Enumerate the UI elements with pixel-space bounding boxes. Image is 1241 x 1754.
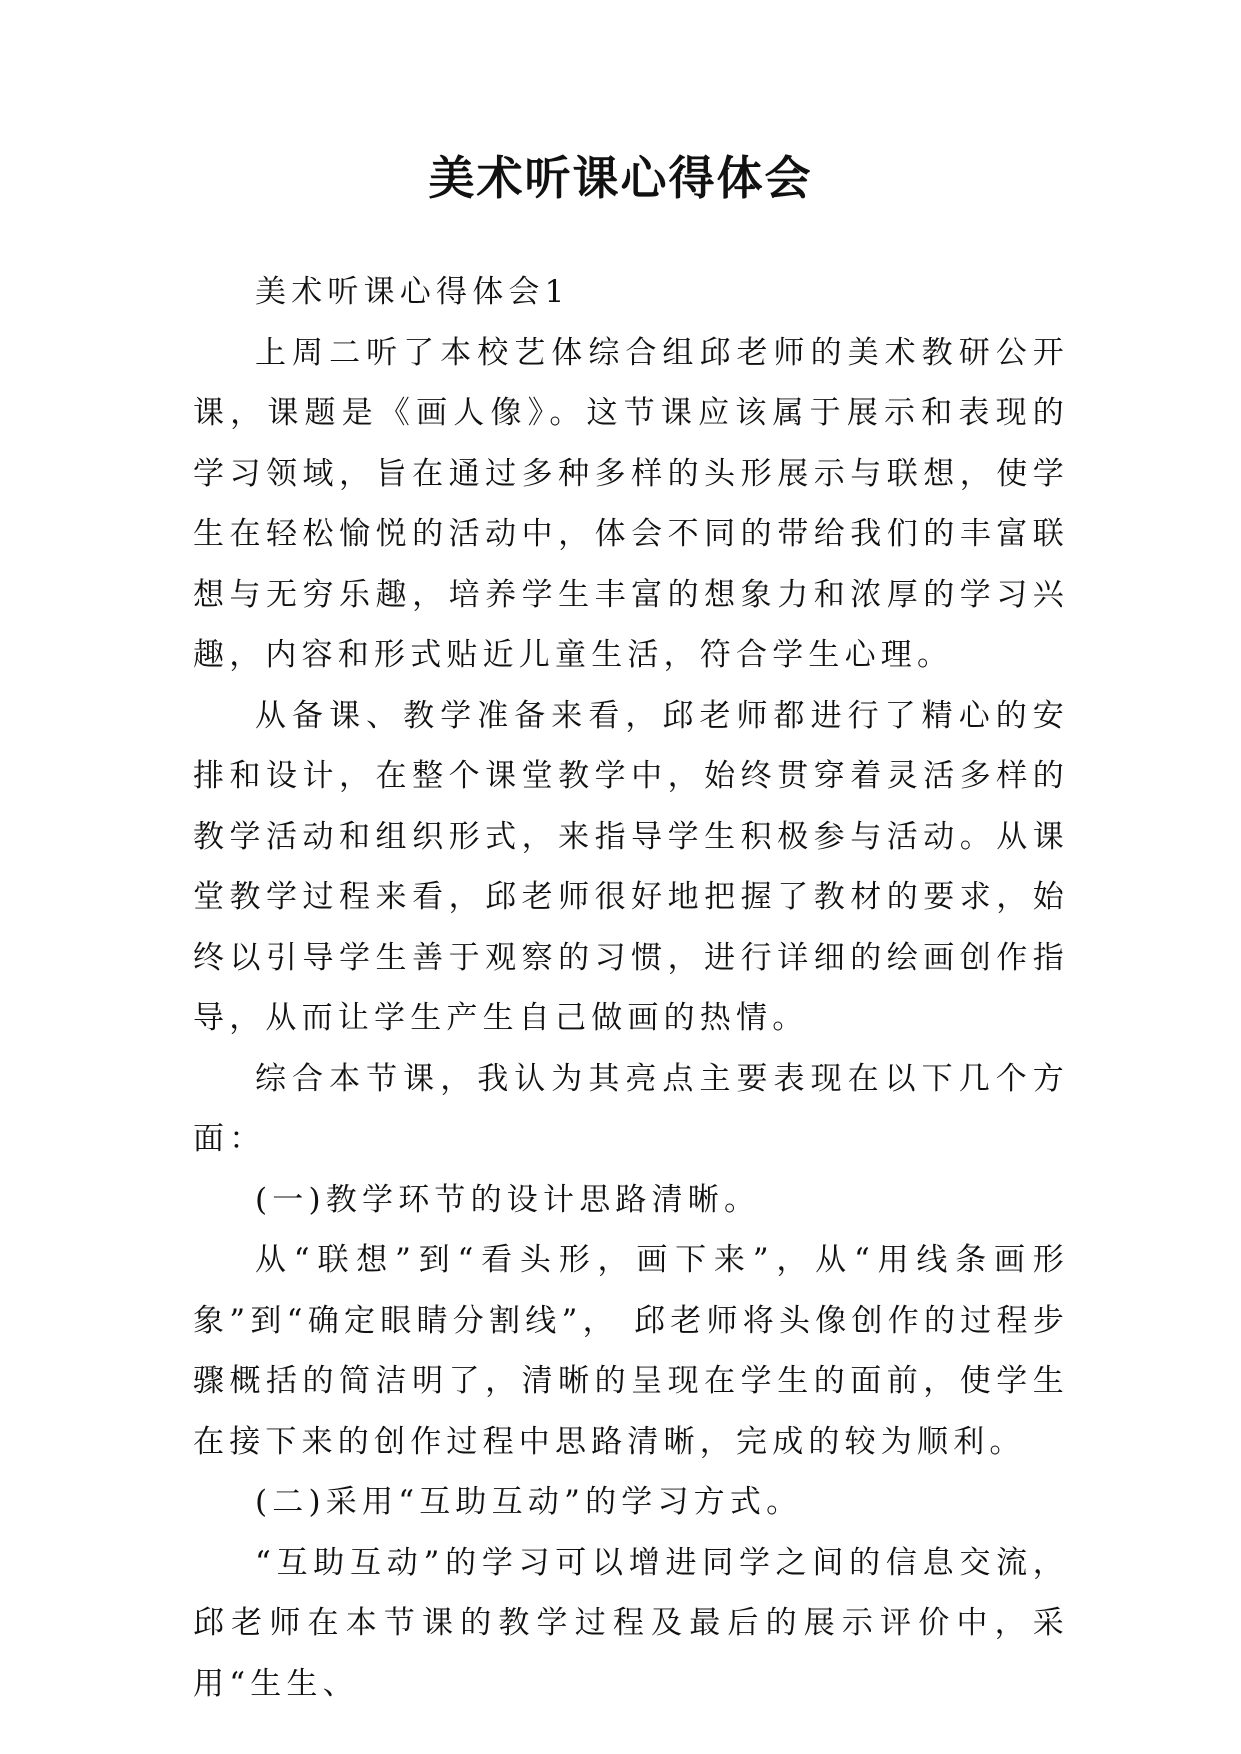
paragraph-heading-1: 美术听课心得体会1: [255, 274, 570, 310]
paragraph-intro: 上周二听了本校艺体综合组邱老师的美术教研公开课，课题是《画人像》。这节课应该属于展示和表现的学习领域，旨在通过多种多样的头形展示与联想，使学生在轻松愉悦的活动中，体会不同的带给我们的丰富联想与无穷乐趣，培养学生丰富的想象力和浓厚的学习兴趣，内容和形式贴近儿童生活，符合学生心理。: [193, 334, 1069, 673]
paragraph-preparation: 从备课、教学准备来看，邱老师都进行了精心的安排和设计，在整个课堂教学中，始终贯穿着灵活多样的教学活动和组织形式，来指导学生积极参与活动。从课堂教学过程来看，邱老师很好地把握了教材的要求，始终以引导学生善于观察的习惯，进行详细的绘画创作指导，从而让学生产生自己做画的热情。: [193, 697, 1069, 1036]
document-title: 美术听课心得体会: [428, 151, 813, 205]
paragraph-point-1-heading: (一)教学环节的设计思路清晰。: [255, 1181, 761, 1218]
document-body: [193, 262, 1069, 1714]
paragraph-summary: 综合本节课，我认为其亮点主要表现在以下几个方面：: [193, 1060, 1069, 1157]
paragraph-point-1-body: 从“联想”到“看头形，画下来”，从“用线条画形象”到“确定眼睛分割线”， 邱老师将头像创作的过程步骤概括的简洁明了，清晰的呈现在学生的面前，使学生在接下来的创作过程中思路清晰，完成的较为顺利。: [193, 1242, 1069, 1460]
paragraph-point-2-body: “互助互动”的学习可以增进同学之间的信息交流，邱老师在本节课的教学过程及最后的展示评价中，采用“生生、: [193, 1544, 1069, 1702]
paragraph-point-2-heading: (二)采用“互助互动”的学习方式。: [255, 1484, 803, 1520]
